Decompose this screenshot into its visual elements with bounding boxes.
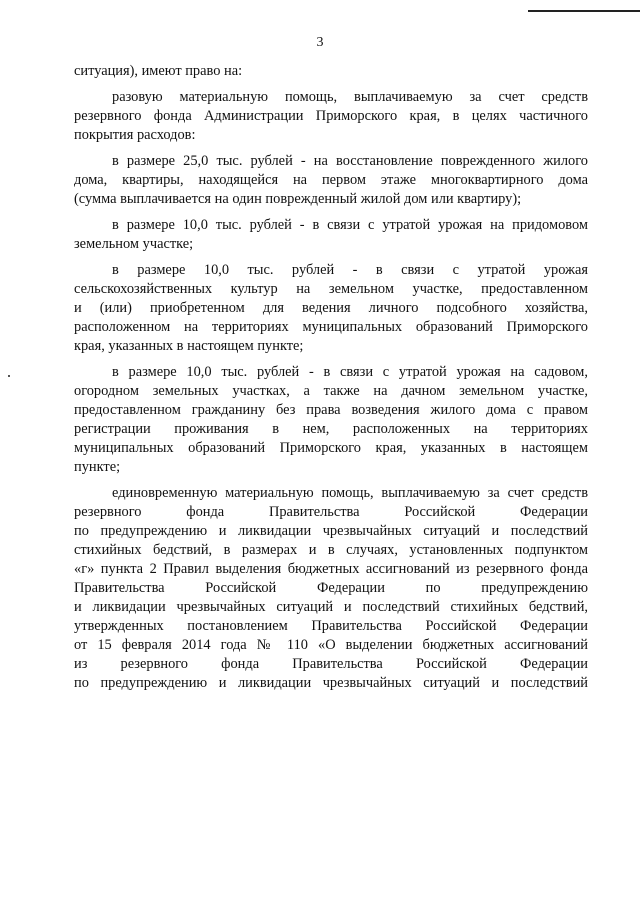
text-line: муниципальных образований Приморского края, указанных в настоящем xyxy=(74,440,588,456)
text-line: в размере 10,0 тыс. рублей - в связи с утратой урожая xyxy=(112,262,588,278)
text-line: по предупреждению и ликвидации чрезвычайных ситуаций и последствий xyxy=(74,523,588,539)
text-line: сельскохозяйственных культур на земельном участке, предоставленном xyxy=(74,281,588,297)
text-line: резервного фонда Правительства Российской Федерации xyxy=(74,504,588,520)
text-line: утвержденных постановлением Правительства Российской Федерации xyxy=(74,618,588,634)
text-line: (сумма выплачивается на один поврежденный жилой дом или квартиру); xyxy=(74,191,522,207)
header-rule xyxy=(528,10,640,12)
text-line: покрытия расходов: xyxy=(74,127,196,143)
text-line: и (или) приобретенном для ведения личного подсобного хозяйства, xyxy=(74,300,588,316)
text-line: ситуация), имеют право на: xyxy=(74,63,243,79)
text-line: предоставленном гражданину без права возведения жилого дома с правом xyxy=(74,402,588,418)
text-line: земельном участке; xyxy=(74,236,194,252)
page-number: 3 xyxy=(316,35,324,50)
text-line: единовременную материальную помощь, выплачиваемую за счет средств xyxy=(112,485,588,501)
text-line: дома, квартиры, находящейся на первом этаже многоквартирного дома xyxy=(74,172,588,188)
text-line: расположенном на территориях муниципальных образований Приморского xyxy=(74,319,588,335)
text-line: в размере 10,0 тыс. рублей - в связи с утратой урожая на садовом, xyxy=(112,364,588,380)
text-line: по предупреждению и ликвидации чрезвычайных ситуаций и последствий xyxy=(74,675,588,691)
text-line: в размере 10,0 тыс. рублей - в связи с утратой урожая на придомовом xyxy=(112,217,588,233)
text-line: пункте; xyxy=(74,459,121,475)
text-line: стихийных бедствий, в размерах и в случаях, установленных подпунктом xyxy=(74,542,588,558)
text-line: регистрации проживания в нем, расположенных на территориях xyxy=(74,421,588,437)
text-line: резервного фонда Администрации Приморского края, в целях частичного xyxy=(74,108,588,124)
text-line: и ликвидации чрезвычайных ситуаций и последствий стихийных бедствий, xyxy=(74,599,588,615)
text-line: в размере 25,0 тыс. рублей - на восстановление поврежденного жилого xyxy=(112,153,588,169)
text-line: огородном земельных участках, а также на дачном земельном участке, xyxy=(74,383,588,399)
text-line: из резервного фонда Правительства Российской Федерации xyxy=(74,656,588,672)
text-line: Правительства Российской Федерации по предупреждению xyxy=(74,580,588,596)
margin-dot xyxy=(8,375,10,377)
text-line: от 15 февраля 2014 года № 110 «О выделении бюджетных ассигнований xyxy=(74,637,588,653)
text-line: «г» пункта 2 Правил выделения бюджетных ассигнований из резервного фонда xyxy=(74,561,588,577)
text-line: разовую материальную помощь, выплачиваемую за счет средств xyxy=(112,89,588,105)
text-line: края, указанных в настоящем пункте; xyxy=(74,338,304,354)
document-body xyxy=(74,62,588,693)
